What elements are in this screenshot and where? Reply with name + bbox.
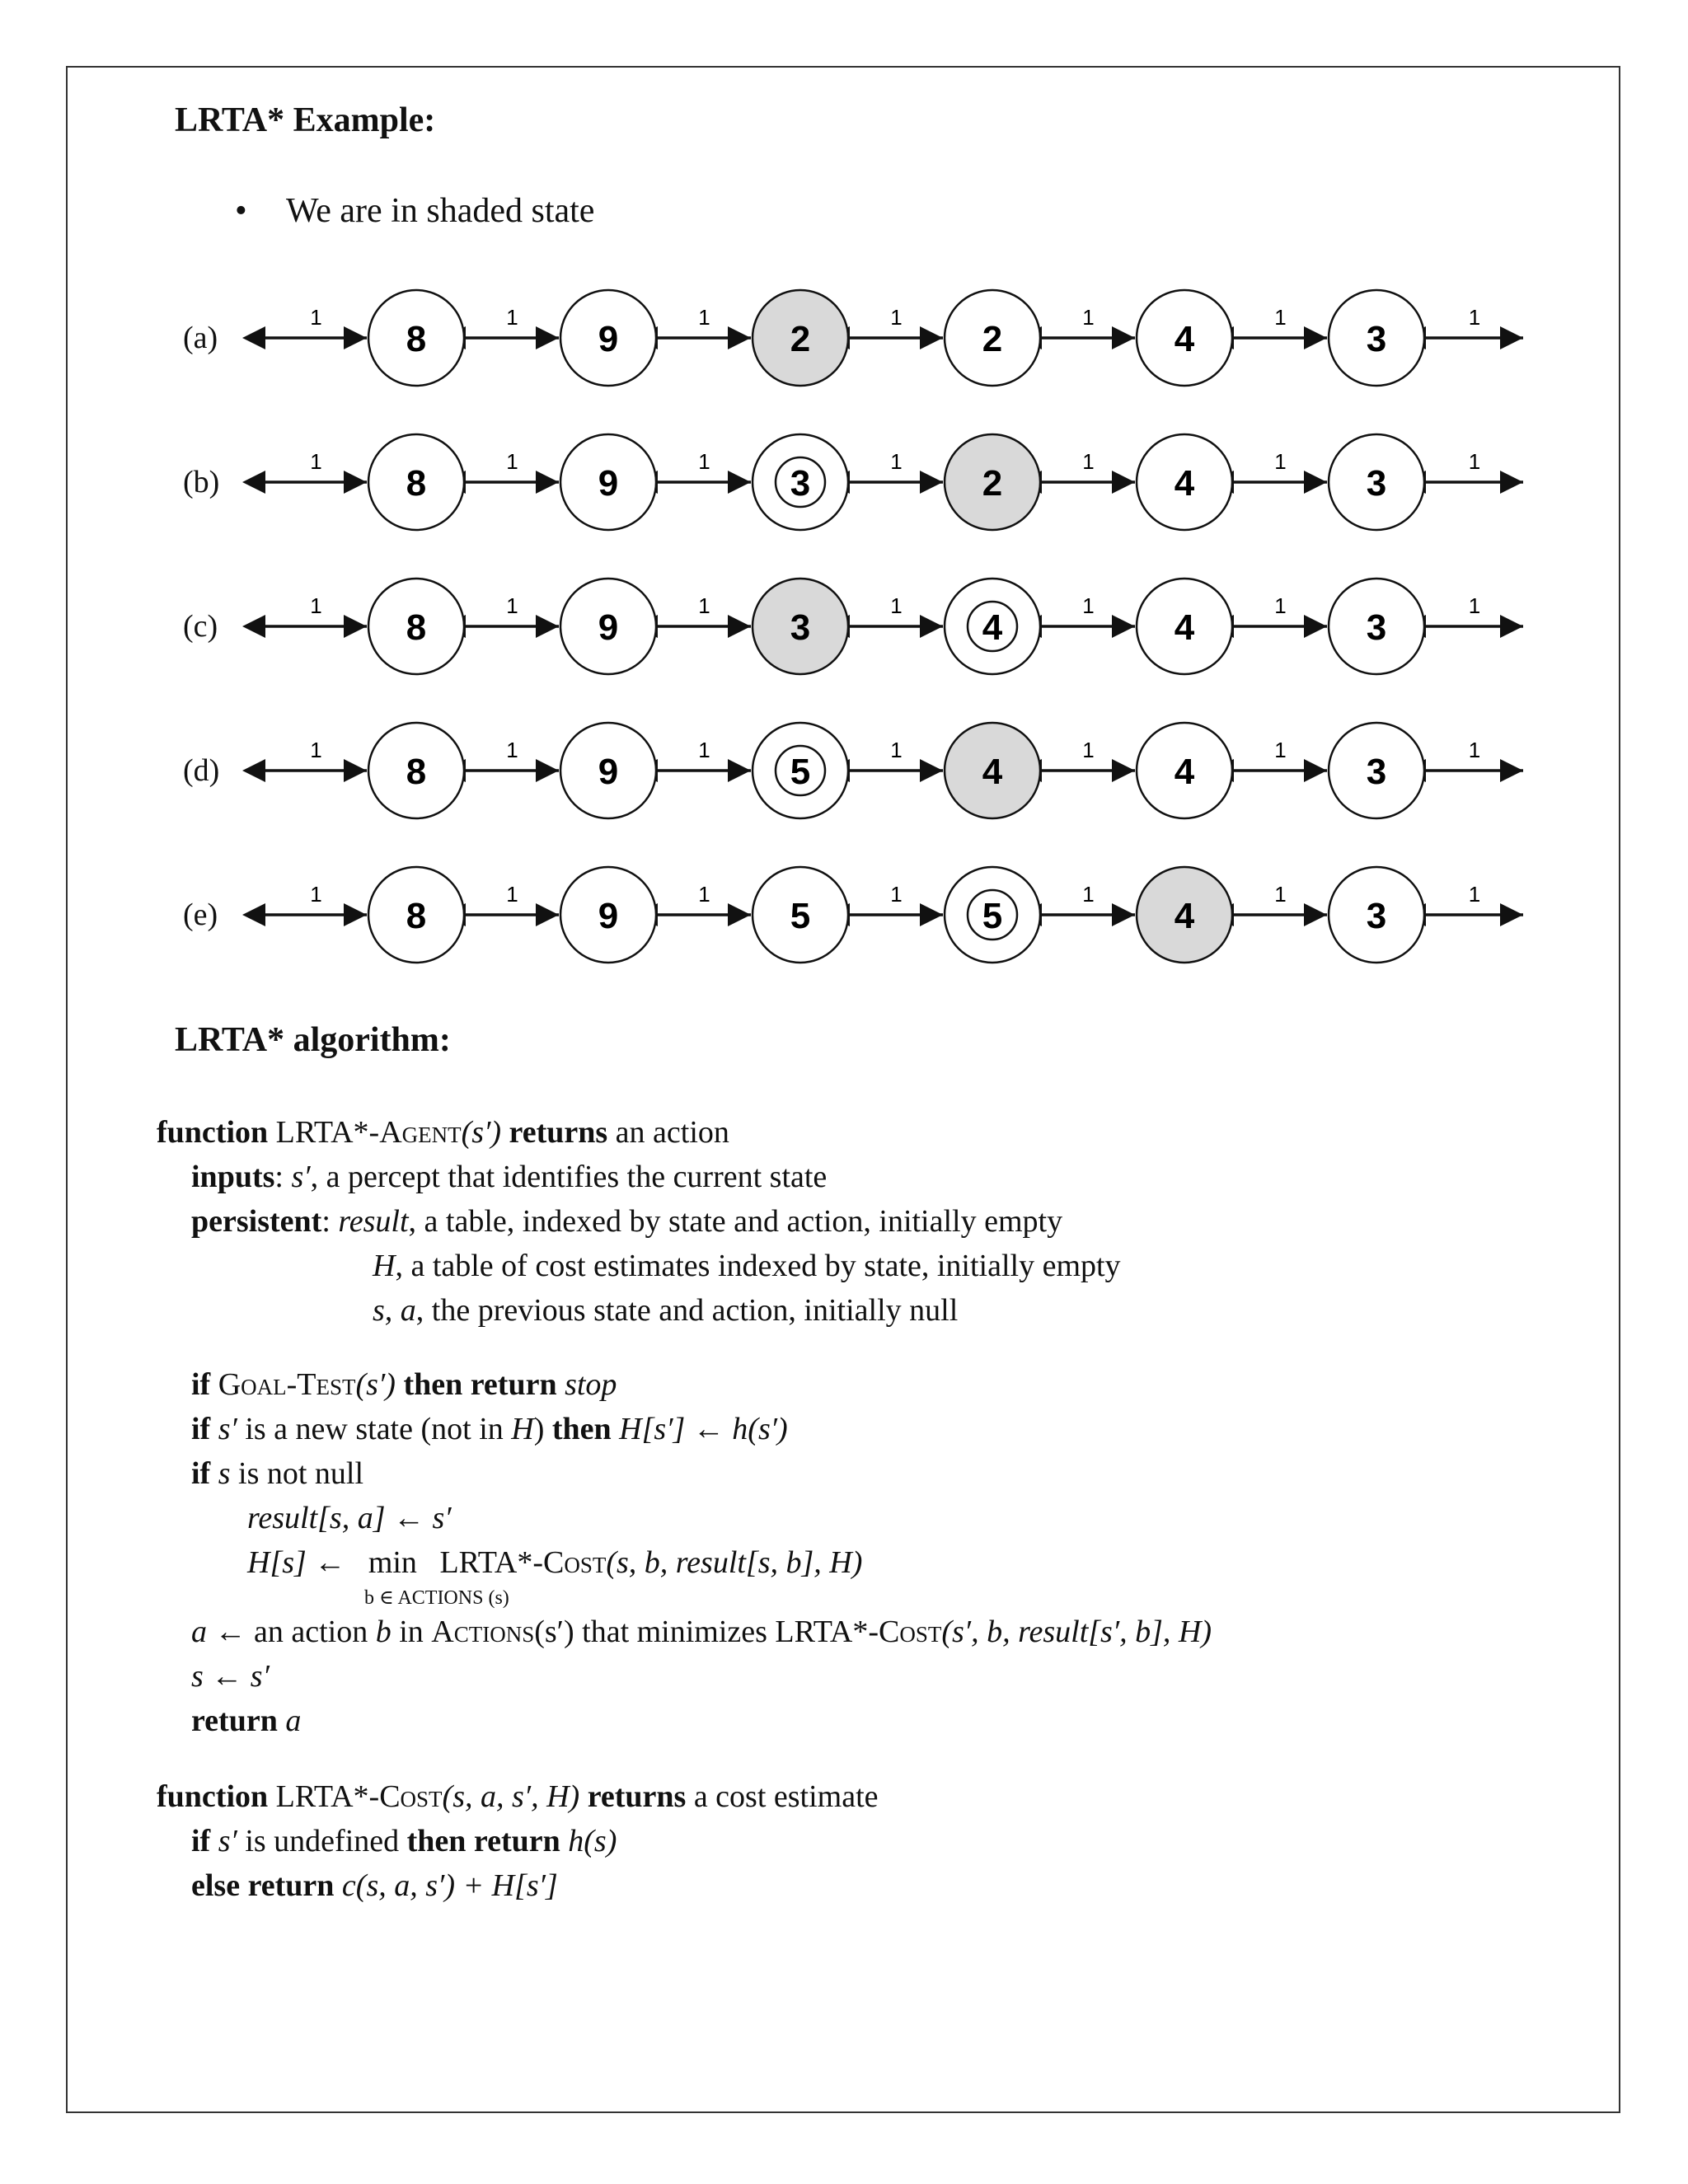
state-value: 3 (1366, 752, 1387, 792)
row-label: (e) (183, 898, 218, 932)
algo-line-undefined: if s′ is undefined then return h(s) (191, 1824, 617, 1858)
min-subscript: b ∈ ACTIONS (s) (364, 1587, 509, 1609)
algo-line-new-state: if s′ is a new state (not in H) then H[s′] ← h(s′) (191, 1412, 788, 1446)
edge-cost-label: 1 (1468, 449, 1481, 474)
state-value: 4 (982, 607, 1003, 648)
state-value: 8 (406, 463, 427, 504)
updated-state-node (945, 867, 1040, 963)
state-value: 3 (1366, 463, 1387, 504)
state-node (1137, 434, 1232, 530)
edge-cost-label: 1 (1468, 738, 1481, 762)
state-value: 2 (982, 319, 1003, 359)
algo-line-goal-test: if Goal-Test(s′) then return stop (191, 1367, 617, 1402)
edge-cost-label: 1 (1082, 305, 1095, 330)
state-value: 5 (982, 896, 1003, 936)
bullet-text: We are in shaded state (286, 192, 595, 230)
edge-cost-label: 1 (1274, 738, 1287, 762)
state-value: 4 (1174, 752, 1195, 792)
edge-cost-label: 1 (698, 593, 710, 618)
state-chain-row (264, 424, 1533, 540)
state-value: 4 (1174, 319, 1195, 359)
state-chain-row (264, 569, 1533, 684)
edge-cost-label: 1 (310, 738, 322, 762)
state-value: 8 (406, 319, 427, 359)
row-label: (d) (183, 753, 220, 788)
algo-line-function-agent: function LRTA*-Agent(s′) returns an action (157, 1115, 729, 1150)
state-chain-row (264, 857, 1533, 972)
edge-cost-label: 1 (1082, 738, 1095, 762)
state-value: 9 (598, 607, 619, 648)
row-label: (b) (183, 465, 220, 499)
edge-cost-label: 1 (698, 882, 710, 907)
updated-state-node (753, 434, 848, 530)
edge-cost-label: 1 (310, 305, 322, 330)
state-node (560, 723, 656, 818)
state-node (368, 723, 464, 818)
state-value: 2 (790, 319, 811, 359)
algo-line-return-a: return a (191, 1704, 302, 1738)
edge-cost-label: 1 (698, 449, 710, 474)
edge-cost-label: 1 (310, 449, 322, 474)
state-node (560, 434, 656, 530)
state-node (368, 579, 464, 674)
algo-line-function-cost: function LRTA*-Cost(s, a, s′, H) returns a cost estimate (157, 1779, 879, 1814)
state-node (1329, 579, 1424, 674)
algo-line-choose-action: a ← an action b in Actions(s′) that minimizes LRTA*-Cost(s′, b, result[s′, b], H) (191, 1615, 1212, 1649)
state-value: 9 (598, 752, 619, 792)
state-node (1329, 290, 1424, 386)
state-value: 8 (406, 607, 427, 648)
algo-line-if-s: if s is not null (191, 1456, 364, 1491)
state-node (753, 867, 848, 963)
state-value: 5 (790, 752, 811, 792)
updated-state-node (753, 723, 848, 818)
edge-cost-label: 1 (1468, 882, 1481, 907)
state-value: 9 (598, 463, 619, 504)
state-node (1329, 434, 1424, 530)
current-state-node (945, 723, 1040, 818)
edge-cost-label: 1 (1274, 882, 1287, 907)
state-value: 3 (1366, 319, 1387, 359)
state-value: 3 (1366, 607, 1387, 648)
bullet-dot: • (235, 192, 247, 230)
current-state-node (753, 290, 848, 386)
edge-cost-label: 1 (890, 305, 903, 330)
edge-cost-label: 1 (310, 882, 322, 907)
algo-line-assign-s: s ← s′ (191, 1659, 270, 1694)
algo-line-result-update: result[s, a] ← s′ (247, 1501, 452, 1535)
row-label: (c) (183, 609, 218, 644)
state-node (1137, 290, 1232, 386)
edge-cost-label: 1 (506, 305, 518, 330)
edge-cost-label: 1 (1468, 305, 1481, 330)
state-value: 2 (982, 463, 1003, 504)
state-chain-row (264, 280, 1533, 396)
edge-cost-label: 1 (1082, 449, 1095, 474)
edge-cost-label: 1 (890, 593, 903, 618)
edge-cost-label: 1 (1274, 593, 1287, 618)
state-value: 4 (1174, 896, 1195, 936)
updated-state-node (945, 579, 1040, 674)
edge-cost-label: 1 (890, 738, 903, 762)
current-state-node (1137, 867, 1232, 963)
state-value: 4 (1174, 607, 1195, 648)
algo-line-else-return: else return c(s, a, s′) + H[s′] (191, 1868, 558, 1903)
state-node (1329, 867, 1424, 963)
example-heading: LRTA* Example: (175, 101, 436, 139)
state-node (560, 579, 656, 674)
edge-cost-label: 1 (698, 738, 710, 762)
state-node (1137, 723, 1232, 818)
edge-cost-label: 1 (1274, 449, 1287, 474)
state-node (368, 290, 464, 386)
algo-line-persistent-h: H, a table of cost estimates indexed by state, initially empty (373, 1249, 1121, 1283)
state-value: 9 (598, 896, 619, 936)
edge-cost-label: 1 (506, 882, 518, 907)
state-value: 5 (790, 896, 811, 936)
state-value: 4 (982, 752, 1003, 792)
algo-line-persistent: persistent: result, a table, indexed by state and action, initially empty (191, 1204, 1063, 1239)
row-label: (a) (183, 321, 218, 355)
state-value: 3 (790, 607, 811, 648)
edge-cost-label: 1 (890, 449, 903, 474)
edge-cost-label: 1 (310, 593, 322, 618)
edge-cost-label: 1 (506, 449, 518, 474)
state-value: 8 (406, 896, 427, 936)
state-node (1329, 723, 1424, 818)
state-node (560, 290, 656, 386)
state-node (560, 867, 656, 963)
edge-cost-label: 1 (1274, 305, 1287, 330)
algo-line-inputs: inputs: s′, a percept that identifies the current state (191, 1160, 828, 1194)
state-node (945, 290, 1040, 386)
state-node (1137, 579, 1232, 674)
state-node (368, 434, 464, 530)
algo-line-persistent-sa: s, a, the previous state and action, initially null (373, 1293, 959, 1328)
algorithm-heading: LRTA* algorithm: (175, 1021, 451, 1059)
edge-cost-label: 1 (890, 882, 903, 907)
algo-line-h-update: H[s] ← min LRTA*-Cost(s, b, result[s, b], H) (247, 1545, 863, 1580)
edge-cost-label: 1 (1082, 593, 1095, 618)
edge-cost-label: 1 (698, 305, 710, 330)
state-value: 3 (790, 463, 811, 504)
current-state-node (753, 579, 848, 674)
edge-cost-label: 1 (506, 593, 518, 618)
edge-cost-label: 1 (506, 738, 518, 762)
state-chain-row (264, 713, 1533, 828)
state-value: 9 (598, 319, 619, 359)
state-value: 3 (1366, 896, 1387, 936)
state-value: 8 (406, 752, 427, 792)
edge-cost-label: 1 (1082, 882, 1095, 907)
edge-cost-label: 1 (1468, 593, 1481, 618)
state-value: 4 (1174, 463, 1195, 504)
current-state-node (945, 434, 1040, 530)
state-node (368, 867, 464, 963)
